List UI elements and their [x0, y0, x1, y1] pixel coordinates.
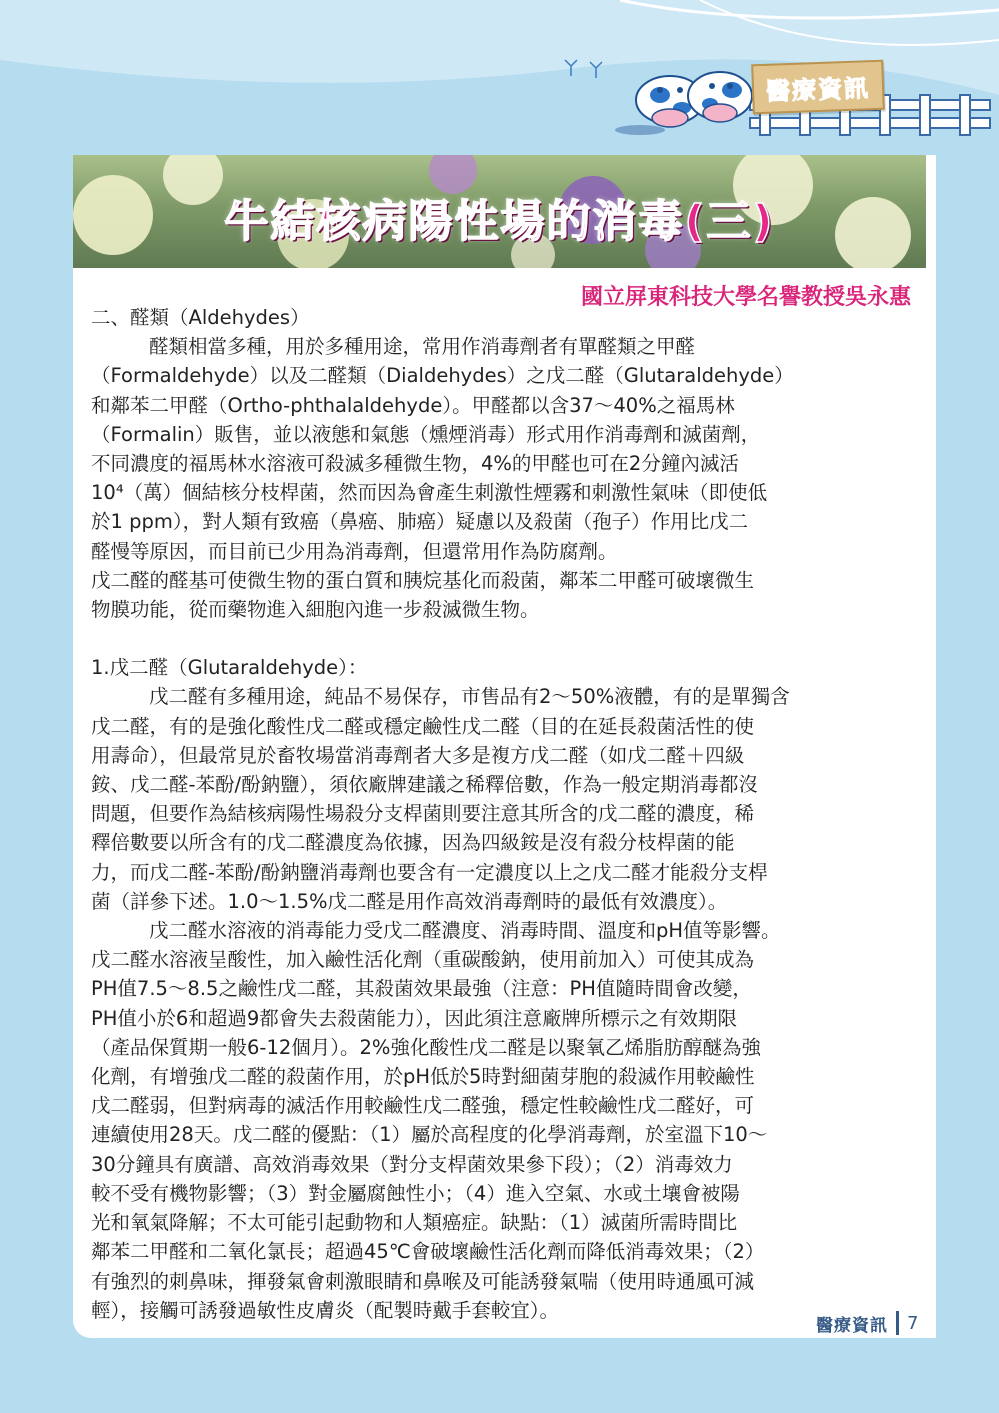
body-line: 戊二醛，有的是強化酸性戊二醛或穩定鹼性戊二醛（目的在延長殺菌活性的使	[91, 714, 755, 738]
body-line: 戊二醛有多種用途，純品不易保存，市售品有2～50%液體，有的是單獨含	[149, 685, 790, 709]
article-body	[91, 303, 919, 1325]
section-sign	[751, 60, 885, 115]
body-line: 10⁴（萬）個結核分枝桿菌，然而因為會產生刺激性煙霧和刺激性氣味（即使低	[91, 481, 768, 505]
article-panel	[73, 155, 936, 1338]
body-line: （Formaldehyde）以及二醛類（Dialdehydes）之戊二醛（Glutaraldehyde）	[91, 364, 794, 388]
body-line: 醛類相當多種，用於多種用途，常用作消毒劑者有單醛類之甲醛	[149, 335, 696, 359]
page-footer	[816, 1309, 918, 1337]
body-line: 戊二醛水溶液的消毒能力受戊二醛濃度、消毒時間、溫度和pH值等影響。	[149, 919, 781, 943]
body-line: 鄰苯二甲醛和二氧化氯長；超過45℃會破壞鹼性活化劑而降低消毒效果；（2）	[91, 1240, 765, 1264]
body-line: 不同濃度的福馬林水溶液可殺滅多種微生物，4%的甲醛也可在2分鐘內滅活	[91, 452, 739, 476]
body-line: 於1 ppm），對人類有致癌（鼻癌、肺癌）疑慮以及殺菌（孢子）作用比戊二	[91, 510, 749, 534]
footer-section-label: 醫療資訊	[816, 1315, 888, 1336]
body-line: 戊二醛弱，但對病毒的滅活作用較鹼性戊二醛強，穩定性較鹼性戊二醛好，可	[91, 1094, 755, 1118]
body-line: 銨、戊二醛-苯酚/酚鈉鹽），須依廠牌建議之稀釋倍數，作為一般定期消毒都沒	[91, 773, 758, 797]
body-line: PH值小於6和超過9都會失去殺菌能力），因此須注意廠牌所標示之有效期限	[91, 1006, 737, 1030]
body-line: 物膜功能，從而藥物進入細胞內進一步殺滅微生物。	[91, 598, 540, 622]
footer-divider	[896, 1311, 899, 1335]
body-line: 用壽命），但最常見於畜牧場當消毒劑者大多是複方戊二醛（如戊二醛＋四級	[91, 743, 745, 767]
author-line: 國立屏東科技大學名譽教授吳永惠	[580, 285, 911, 310]
body-line: 光和氧氣降解；不太可能引起動物和人類癌症。缺點：（1）滅菌所需時間比	[91, 1211, 738, 1235]
body-line: （產品保質期一般6-12個月）。2%強化酸性戊二醛是以聚氧乙烯脂肪醇醚為強	[91, 1035, 761, 1059]
body-line: 戊二醛水溶液呈酸性，加入鹼性活化劑（重碳酸鈉，使用前加入）可使其成為	[91, 948, 755, 972]
body-line: 化劑，有增強戊二醛的殺菌作用，於pH低於5時對細菌芽胞的殺滅作用較鹼性	[91, 1065, 755, 1089]
body-line: 菌（詳參下述。1.0～1.5%戊二醛是用作高效消毒劑時的最低有效濃度）。	[91, 889, 728, 913]
body-line: 二、醛類（Aldehydes）	[91, 306, 310, 329]
body-line: PH值7.5～8.5之鹼性戊二醛，其殺菌效果最強（注意：PH值隨時間會改變，	[91, 977, 752, 1001]
body-line: （Formalin）販售，並以液態和氣態（燻煙消毒）形式用作消毒劑和滅菌劑，	[91, 422, 761, 446]
paragraph-gap	[91, 624, 919, 653]
body-line: 較不受有機物影響；（3）對金屬腐蝕性小；（4）進入空氣、水或土壤會被陽	[91, 1181, 740, 1205]
page-number: 7	[907, 1312, 919, 1334]
body-line: 連續使用28天。戊二醛的優點：（1）屬於高程度的化學消毒劑，於室溫下10～	[91, 1123, 768, 1147]
body-line: 釋倍數要以所含有的戊二醛濃度為依據，因為四級銨是沒有殺分枝桿菌的能	[91, 831, 735, 855]
body-line: 30分鐘具有廣譜、高效消毒效果（對分支桿菌效果參下段）；（2）消毒效力	[91, 1152, 733, 1176]
body-line: 和鄰苯二甲醛（Ortho-phthalaldehyde）。甲醛都以含37～40%之福馬林	[91, 393, 735, 417]
body-line: 力，而戊二醛-苯酚/酚鈉鹽消毒劑也要含有一定濃度以上之戊二醛才能殺分支桿	[91, 860, 768, 884]
body-line: 醛慢等原因，而目前已少用為消毒劑，但還常用作為防腐劑。	[91, 539, 618, 563]
body-line: 1.戊二醛（Glutaraldehyde）：	[91, 656, 368, 680]
body-line: 問題，但要作為結核病陽性場殺分支桿菌則要注意其所含的戊二醛的濃度，稀	[91, 802, 755, 826]
body-line: 戊二醛的醛基可使微生物的蛋白質和胰烷基化而殺菌，鄰苯二甲醛可破壞微生	[91, 568, 755, 592]
title-banner	[73, 155, 926, 268]
body-line: 輕），接觸可誘發過敏性皮膚炎（配製時戴手套較宜）。	[91, 1298, 560, 1322]
body-line: 有強烈的刺鼻味，揮發氣會刺激眼睛和鼻喉及可能誘發氣喘（使用時通風可減	[91, 1269, 755, 1293]
section-label: 醫療資訊	[765, 73, 871, 106]
article-title: 牛結核病陽性場的消毒(三)	[224, 196, 775, 247]
